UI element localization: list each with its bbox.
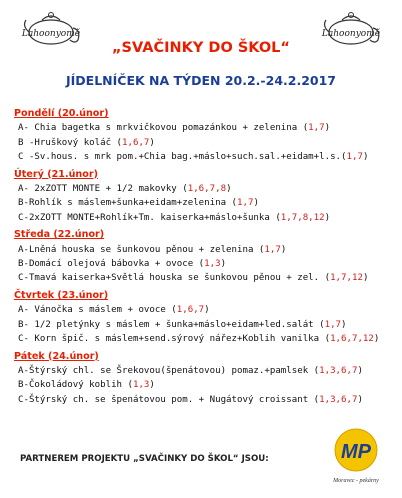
mp-logo-icon: [328, 426, 384, 488]
day-heading: Pondělí (20.únor): [14, 108, 109, 119]
menu-item: [14, 243, 398, 257]
menu-item: [14, 150, 398, 164]
allergen-codes: 1,3: [204, 259, 221, 270]
allergen-codes: 1,7: [237, 198, 254, 209]
menu-item-text: B-Rohlík s máslem+šunka+eidam+zelenina (: [18, 198, 237, 209]
page-title: „SVAČINKY DO ŠKOL“: [112, 40, 290, 56]
menu-item: [14, 303, 398, 317]
menu-item: [14, 136, 398, 150]
menu-item-end: ): [280, 244, 287, 255]
menu-item-end: ): [373, 334, 380, 345]
day-heading: Pátek (24.únor): [14, 350, 99, 362]
menu-item: [14, 364, 398, 378]
menu-item: [14, 271, 398, 285]
logo-text: Lahoonyomě: [21, 29, 81, 39]
menu-item-end: ): [362, 273, 369, 284]
menu-item: [14, 257, 398, 271]
menu-item: [14, 318, 398, 332]
menu-item-end: ): [204, 305, 210, 316]
menu-item-end: ): [357, 394, 363, 405]
day-section-friday: [14, 350, 398, 408]
day-heading: Úterý (21.únor): [14, 168, 98, 180]
allergen-codes: 1,7: [264, 244, 281, 255]
allergen-codes: 1,3: [132, 380, 150, 391]
day-heading: Čtvrtek (23.únor): [14, 289, 109, 301]
menu-item-text: C-2xZOTT MONTE+Rohlík+Tm. kaiserka+máslo+šunka (: [18, 212, 281, 223]
allergen-codes: 1,7: [308, 123, 325, 134]
allergen-codes: 1,7,12: [330, 273, 363, 284]
day-section-tuesday: [14, 168, 398, 226]
menu-item-text: A- 2xZOTT MONTE + 1/2 makovky (: [18, 184, 188, 195]
menu-item-end: ): [341, 319, 347, 330]
allergen-codes: 1,6,7: [122, 137, 150, 148]
menu-item-text: B -Hruškový koláč (: [18, 137, 123, 148]
menu-item-end: ): [253, 198, 259, 209]
day-section-monday: [14, 107, 398, 165]
allergen-codes: 1,6,7: [176, 305, 205, 316]
weekly-menu: [14, 107, 398, 410]
menu-item-text: C -Sv.hous. s mrk pom.+Chia bag.+máslo+such.sal.+eidam+l.s.(: [18, 152, 347, 163]
menu-item-text: A- Vánočka s máslem + ovoce (: [18, 305, 177, 316]
menu-item-end: ): [324, 212, 331, 223]
page-subtitle: JÍDELNÍČEK NA TÝDEN 20.2.-24.2.2017: [66, 73, 336, 88]
allergen-codes: 1,7: [346, 152, 363, 163]
menu-item-end: ): [226, 184, 232, 195]
partner-footer: PARTNEREM PROJEKTU „SVAČINKY DO ŠKOL“ JSOU:: [20, 454, 269, 464]
allergen-codes: 1,3,6,7: [319, 365, 358, 376]
partner-logo-caption: Moravec - pekárny: [333, 478, 379, 484]
menu-item: [14, 211, 398, 225]
partner-logo: [328, 426, 384, 488]
menu-item-end: ): [324, 123, 331, 134]
menu-item: [14, 121, 398, 135]
allergen-codes: 1,6,7,8: [187, 184, 227, 195]
menu-item-text: B- 1/2 pletýnky s máslem + šunka+máslo+eidam+led.salát (: [18, 319, 325, 330]
menu-item-text: B-Čokoládový koblih (: [18, 380, 133, 391]
menu-item: [14, 182, 398, 196]
menu-item-text: C-Štýrský ch. se špenátovou pom. + Nugátový croissant (: [18, 394, 320, 405]
menu-item-end: ): [362, 152, 369, 163]
menu-item-text: C- Korn špič. s máslem+send.sýrový nářez+Koblih vanilka (: [18, 334, 331, 345]
menu-item-text: A-Lněná houska se šunkovou pěnou + zelenina (: [18, 244, 265, 255]
menu-item: [14, 332, 398, 346]
menu-item-end: ): [220, 259, 227, 270]
menu-item-text: A-Štýrský chl. se Šrekovou(špenátovou) pomaz.+pamlsek (: [18, 365, 320, 376]
menu-item-end: ): [149, 137, 155, 148]
menu-item-end: ): [149, 380, 155, 391]
menu-item: [14, 378, 398, 392]
day-heading: Středa (22.únor): [14, 229, 105, 241]
day-section-wednesday: [14, 228, 398, 286]
menu-item-end: ): [357, 365, 363, 376]
allergen-codes: 1,3,6,7: [319, 394, 358, 405]
menu-item-text: A- Chia bagetka s mrkvičkovou pomazánkou + zelenina (: [18, 123, 309, 134]
menu-item: [14, 196, 398, 210]
allergen-codes: 1,6,7,12: [330, 334, 374, 345]
logo-text: Lahoonyomě: [321, 29, 381, 39]
menu-item: [14, 393, 398, 407]
menu-item-text: C-Tmavá kaiserka+Světlá houska se šunkovou pěnou + zel. (: [18, 273, 331, 284]
menu-item-text: B-Domácí olejová bábovka + ovoce (: [18, 259, 205, 270]
allergen-codes: 1,7,8,12: [280, 212, 325, 223]
allergen-codes: 1,7: [324, 319, 342, 330]
partner-logo-text: MP: [341, 441, 371, 463]
day-section-thursday: [14, 289, 398, 347]
